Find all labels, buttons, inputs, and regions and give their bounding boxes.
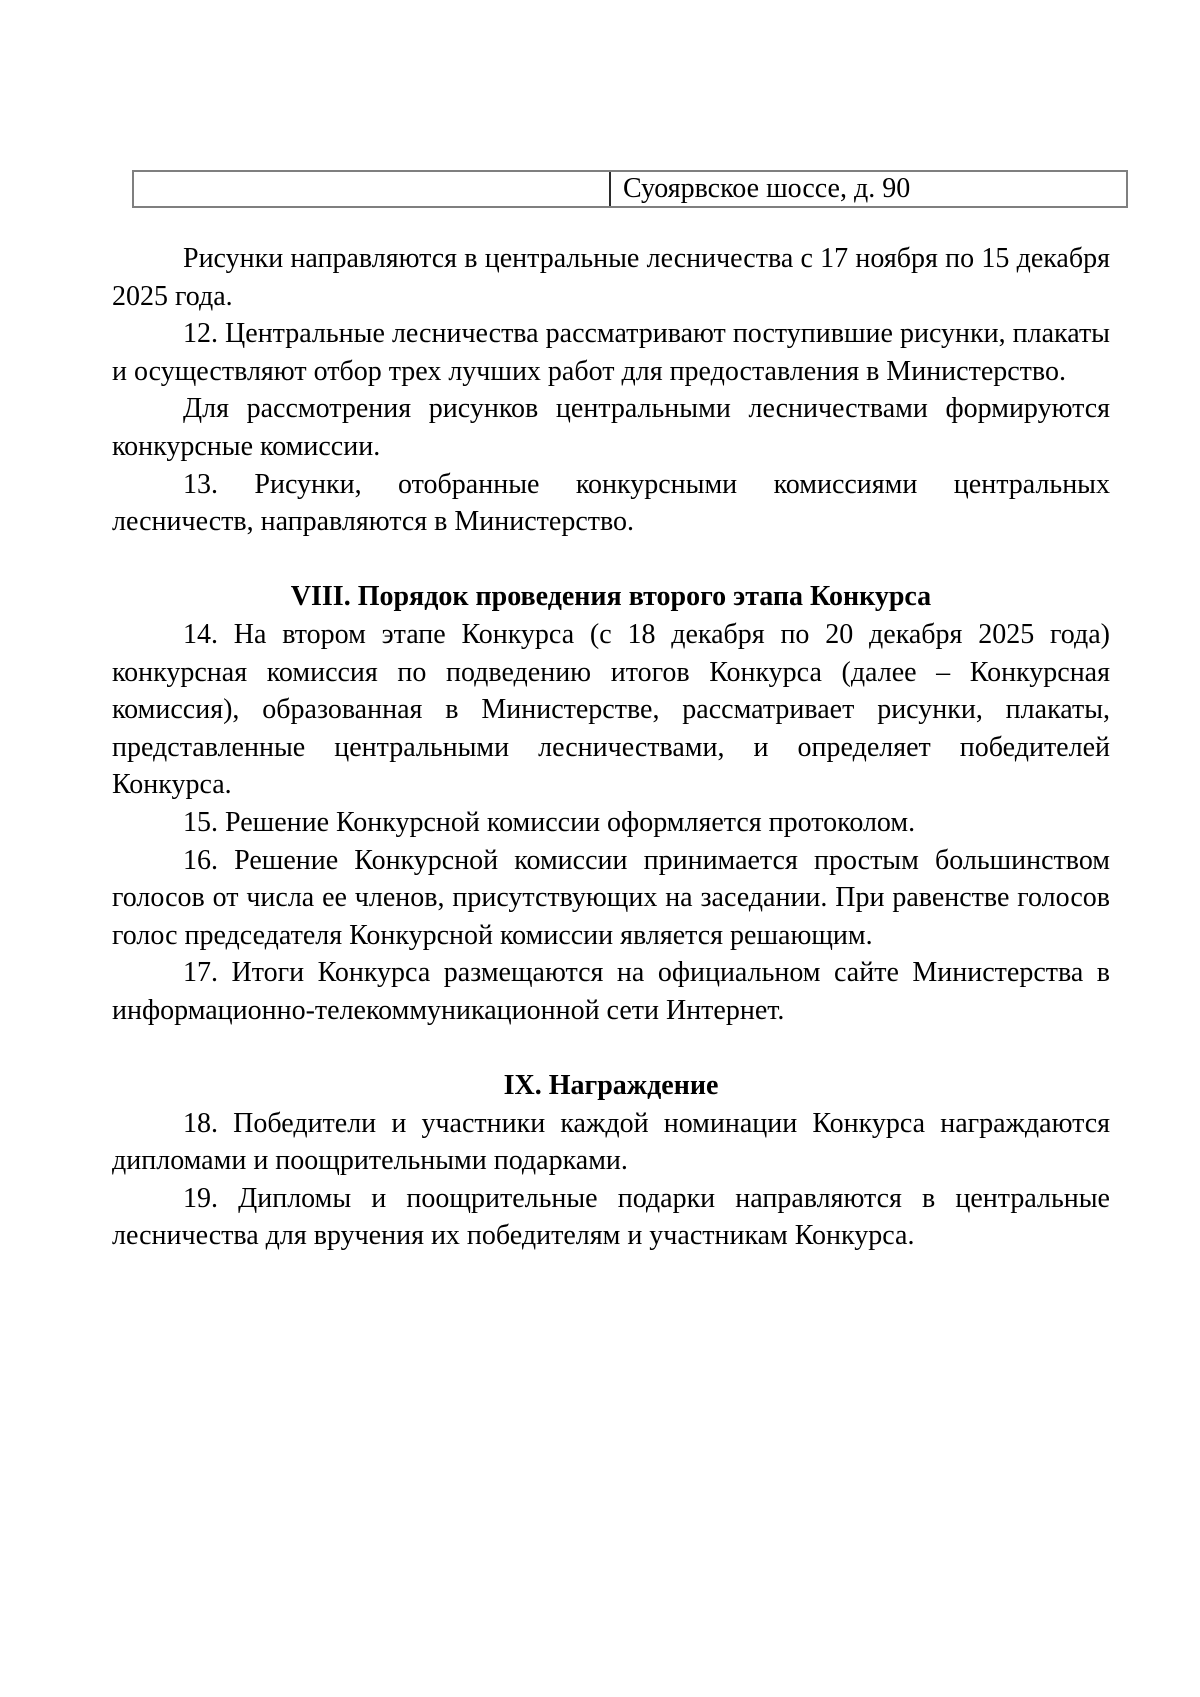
paragraph-item-17: 17. Итоги Конкурса размещаются на официальном сайте Министерства в информационно-телекоммуникационной сети Интернет. [112, 957, 1110, 1026]
address-table-cell-empty [134, 172, 609, 206]
address-table [132, 170, 1128, 208]
paragraph-item-19: 19. Дипломы и поощрительные подарки направляются в центральные лесничества для вручения их победителям и участникам Конкурса. [112, 1182, 1110, 1252]
address-table-cell-street: Суоярвское шоссе, д. 90 [609, 172, 1126, 206]
paragraph-item-15: 15. Решение Конкурсной комиссии оформляется протоколом. [183, 806, 916, 838]
paragraph-item-18: 18. Победители и участники каждой номинации Конкурса награждаются дипломами и поощрительными подарками. [112, 1107, 1110, 1177]
paragraph-commissions-formed: Для рассмотрения рисунков центральными лесничествами формируются конкурсные комиссии. [112, 393, 1110, 462]
section-heading-ix: IX. Награждение [503, 1070, 719, 1102]
section-heading-viii: VIII. Порядок проведения второго этапа Конкурса [290, 581, 932, 613]
document-body [112, 240, 1110, 1255]
paragraph-item-13: 13. Рисунки, отобранные конкурсными комиссиями центральных лесничеств, направляются в Министерство. [112, 468, 1110, 538]
paragraph-item-14: 14. На втором этапе Конкурса (с 18 декабря по 20 декабря 2025 года) конкурсная комиссия по подведению итогов Конкурса (далее – Конкурсная комиссия), образованная в Министерстве, рассматривает рисунки, плакаты, представленные центральными лесничествами, и определяет победителей Конкурса. [112, 618, 1110, 801]
paragraph-drawings-sent: Рисунки направляются в центральные лесничества с 17 ноября по 15 декабря 2025 года. [112, 243, 1110, 312]
paragraph-item-12: 12. Центральные лесничества рассматривают поступившие рисунки, плакаты и осуществляют отбор трех лучших работ для предоставления в Министерство. [112, 318, 1110, 387]
paragraph-item-16: 16. Решение Конкурсной комиссии принимается простым большинством голосов от числа ее членов, присутствующих на заседании. При равенстве голосов голос председателя Конкурсной комиссии является решающим. [112, 844, 1110, 951]
